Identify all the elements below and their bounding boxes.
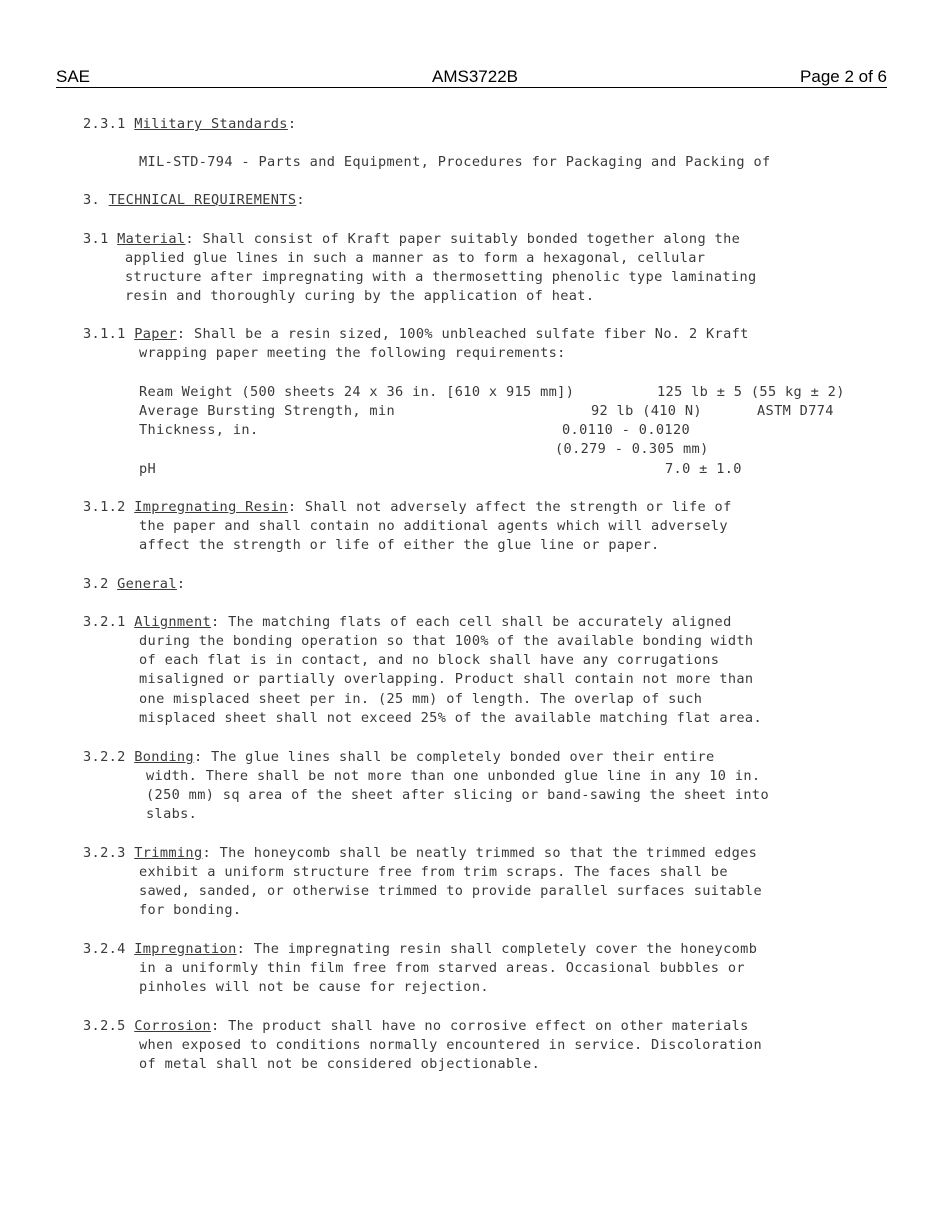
- header-page-number: Page 2 of 6: [800, 67, 887, 86]
- section-title: Corrosion: [134, 1018, 212, 1034]
- section-3-2-2-line: width. There shall be not more than one unbonded glue line in any 10 in.: [146, 768, 761, 784]
- requirement-value: 7.0 ± 1.0: [665, 461, 742, 477]
- section-3-2-4-line: in a uniformly thin film free from starved areas. Occasional bubbles or: [139, 960, 745, 976]
- section-3-2-3-line: exhibit a uniform structure free from trim scraps. The faces shall be: [139, 864, 728, 880]
- section-3-2-2-line: (250 mm) sq area of the sheet after slicing or band-sawing the sheet into: [146, 787, 769, 803]
- section-title: Alignment: [134, 614, 212, 630]
- section-number: 2.3.1: [83, 116, 135, 132]
- section-3-1-1-line: wrapping paper meeting the following requirements:: [139, 345, 566, 361]
- requirement-value: 92 lb (410 N): [591, 403, 702, 419]
- requirement-method: ASTM D774: [757, 403, 834, 419]
- requirement-property: Average Bursting Strength, min: [139, 403, 396, 419]
- section-3-2-1-line-1: 3.2.1 Alignment: The matching flats of each cell shall be accurately aligned: [83, 614, 732, 630]
- section-3-1-line: structure after impregnating with a thermosetting phenolic type laminating: [125, 269, 757, 285]
- section-number: 3.2.2: [83, 749, 135, 765]
- section-number: 3.1: [83, 231, 118, 247]
- section-3-2-1-line: of each flat is in contact, and no block shall have any corrugations: [139, 652, 720, 668]
- section-3-2-5-line: of metal shall not be considered objectionable.: [139, 1056, 541, 1072]
- section-3-2-2-line: slabs.: [146, 806, 198, 822]
- requirement-value: 125 lb ± 5 (55 kg ± 2): [657, 384, 845, 400]
- section-number: 3.: [83, 192, 109, 208]
- section-3-2-1-line: misplaced sheet shall not exceed 25% of the available matching flat area.: [139, 710, 762, 726]
- section-3-1-line: applied glue lines in such a manner as to form a hexagonal, cellular: [125, 250, 706, 266]
- requirement-property: Ream Weight (500 sheets 24 x 36 in. [610 x 915 mm]): [139, 384, 575, 400]
- section-3-heading: 3. TECHNICAL REQUIREMENTS:: [83, 192, 305, 208]
- section-number: 3.2.5: [83, 1018, 135, 1034]
- header-rule: [56, 87, 887, 88]
- section-number: 3.1.2: [83, 499, 135, 515]
- section-number: 3.1.1: [83, 326, 135, 342]
- section-3-2-2-line-1: 3.2.2 Bonding: The glue lines shall be completely bonded over their entire: [83, 749, 715, 765]
- requirement-value: 0.0110 - 0.0120: [562, 422, 691, 438]
- section-3-1-line: resin and thoroughly curing by the application of heat.: [125, 288, 595, 304]
- section-title: TECHNICAL REQUIREMENTS: [108, 192, 297, 208]
- section-3-2-1-line: misaligned or partially overlapping. Product shall contain not more than: [139, 671, 754, 687]
- header-doc-number: AMS3722B: [432, 67, 518, 86]
- section-3-2-4-line: pinholes will not be cause for rejection.: [139, 979, 489, 995]
- section-number: 3.2: [83, 576, 118, 592]
- requirement-property: pH: [139, 461, 157, 477]
- section-3-2-1-line: during the bonding operation so that 100% of the available bonding width: [139, 633, 754, 649]
- section-3-2-1-line: one misplaced sheet per in. (25 mm) of length. The overlap of such: [139, 691, 703, 707]
- section-number: 3.2.1: [83, 614, 135, 630]
- section-3-2-5-line-1: 3.2.5 Corrosion: The product shall have no corrosive effect on other materials: [83, 1018, 749, 1034]
- section-title: Impregnating Resin: [134, 499, 288, 515]
- section-number: 3.2.3: [83, 845, 135, 861]
- section-3-1-line-1: 3.1 Material: Shall consist of Kraft paper suitably bonded together along the: [83, 231, 741, 247]
- section-2-3-1-heading: 2.3.1 Military Standards:: [83, 116, 297, 132]
- section-3-2-heading: 3.2 General:: [83, 576, 186, 592]
- section-3-2-3-line: sawed, sanded, or otherwise trimmed to provide parallel surfaces suitable: [139, 883, 762, 899]
- section-3-2-3-line-1: 3.2.3 Trimming: The honeycomb shall be neatly trimmed so that the trimmed edges: [83, 845, 758, 861]
- section-title: General: [117, 576, 177, 592]
- section-3-1-2-line: the paper and shall contain no additional agents which will adversely: [139, 518, 728, 534]
- section-3-1-1-line-1: 3.1.1 Paper: Shall be a resin sized, 100% unbleached sulfate fiber No. 2 Kraft: [83, 326, 749, 342]
- section-3-2-3-line: for bonding.: [139, 902, 242, 918]
- requirement-value: (0.279 - 0.305 mm): [555, 441, 709, 457]
- section-title: Trimming: [134, 845, 203, 861]
- requirement-property: Thickness, in.: [139, 422, 259, 438]
- section-title: Paper: [134, 326, 177, 342]
- section-title: Material: [117, 231, 186, 247]
- section-title: Military Standards: [134, 116, 288, 132]
- mil-std-reference: MIL-STD-794 - Parts and Equipment, Procedures for Packaging and Packing of: [139, 154, 771, 170]
- section-3-2-5-line: when exposed to conditions normally encountered in service. Discoloration: [139, 1037, 762, 1053]
- section-title: Impregnation: [134, 941, 237, 957]
- section-number: 3.2.4: [83, 941, 135, 957]
- header-org: SAE: [56, 67, 91, 86]
- section-3-1-2-line: affect the strength or life of either the glue line or paper.: [139, 537, 660, 553]
- section-3-2-4-line-1: 3.2.4 Impregnation: The impregnating resin shall completely cover the honeycomb: [83, 941, 758, 957]
- section-3-1-2-line-1: 3.1.2 Impregnating Resin: Shall not adversely affect the strength or life of: [83, 499, 732, 515]
- section-title: Bonding: [134, 749, 194, 765]
